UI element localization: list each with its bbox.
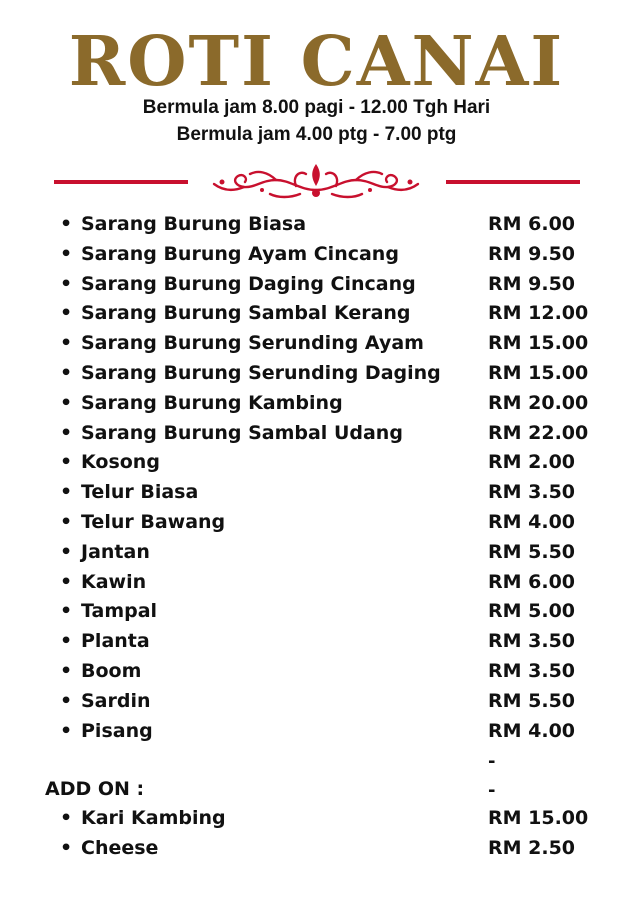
item-price: RM 5.00	[488, 600, 576, 623]
item-price: RM 6.00	[488, 570, 576, 593]
bullet-dot: •	[60, 213, 73, 235]
bullet-dot: •	[60, 659, 73, 682]
item-name: Sarang Burung Serunding Ayam	[81, 332, 424, 355]
menu-item	[0, 657, 633, 687]
bullet-dot: •	[60, 332, 73, 355]
item-price: RM 9.50	[488, 272, 576, 295]
item-price: RM 9.50	[488, 242, 576, 265]
item-name: Tampal	[81, 600, 158, 623]
bullet-dot: •	[60, 481, 73, 504]
menu-item	[0, 389, 633, 419]
item-price: RM 3.50	[488, 481, 576, 504]
bullet-dot: •	[60, 272, 73, 295]
item-price: RM 2.50	[488, 836, 576, 859]
menu-item	[0, 359, 633, 389]
item-name: Sarang Burung Kambing	[81, 391, 343, 414]
item-price: RM 12.00	[488, 302, 589, 325]
menu-item	[0, 834, 633, 864]
bullet-dot: •	[60, 510, 73, 533]
item-price: RM 20.00	[488, 391, 589, 414]
item-name: Sarang Burung Daging Cincang	[81, 272, 416, 295]
bullet-dot: •	[60, 361, 73, 384]
menu-item	[0, 627, 633, 657]
item-price: RM 5.50	[488, 689, 576, 712]
bullet-dot: •	[60, 836, 73, 859]
item-name: Kari Kambing	[81, 807, 226, 829]
bullet-dot: •	[60, 570, 73, 593]
menu-item	[0, 419, 633, 449]
item-name: Telur Biasa	[81, 481, 199, 504]
item-name: Telur Bawang	[81, 510, 226, 533]
item-name: Boom	[81, 659, 142, 682]
menu-item	[0, 270, 633, 300]
bullet-dot: •	[60, 421, 73, 444]
addon-heading: ADD ON :	[45, 778, 145, 800]
menu-item	[0, 568, 633, 598]
item-name: Sarang Burung Ayam Cincang	[81, 242, 399, 265]
bullet-dot: •	[60, 242, 73, 265]
divider-line-left	[54, 180, 188, 184]
hours-morning: Bermula jam 8.00 pagi - 12.00 Tgh Hari	[142, 97, 491, 118]
item-price: RM 15.00	[488, 807, 589, 829]
item-price: RM 5.50	[488, 540, 576, 563]
price-dash: -	[488, 780, 496, 801]
addon-list	[0, 804, 633, 864]
menu-item	[0, 448, 633, 478]
item-name: Jantan	[81, 540, 150, 563]
item-price: RM 3.50	[488, 630, 576, 653]
item-name: Sardin	[81, 689, 151, 712]
item-name: Planta	[81, 630, 150, 653]
menu-item	[0, 687, 633, 717]
item-price: RM 22.00	[488, 421, 589, 444]
bullet-dot: •	[60, 451, 73, 474]
page-title: ROTI CANAI	[68, 22, 565, 102]
item-name: Sarang Burung Sambal Kerang	[81, 302, 411, 325]
menu-item	[0, 329, 633, 359]
item-name: Sarang Burung Sambal Udang	[81, 421, 403, 444]
flourish-center	[220, 164, 413, 197]
menu-item	[0, 597, 633, 627]
bullet-dot: •	[60, 600, 73, 623]
ornamental-divider	[0, 160, 633, 204]
menu-item	[0, 717, 633, 747]
price-dash: -	[488, 751, 496, 772]
bullet-dot: •	[60, 540, 73, 563]
item-price: RM 4.00	[488, 510, 576, 533]
menu-item	[0, 538, 633, 568]
item-name: Kosong	[81, 451, 160, 474]
menu-item	[0, 508, 633, 538]
bullet-dot: •	[60, 391, 73, 414]
item-name: Cheese	[81, 836, 159, 859]
item-price: RM 15.00	[488, 332, 589, 355]
item-price: RM 15.00	[488, 361, 589, 384]
menu-item	[0, 299, 633, 329]
item-price: RM 4.00	[488, 719, 576, 742]
item-price: RM 6.00	[488, 213, 576, 235]
bullet-dot: •	[60, 719, 73, 742]
bullet-dot: •	[60, 807, 73, 829]
item-name: Kawin	[81, 570, 147, 593]
menu-item	[0, 240, 633, 270]
menu-item	[0, 478, 633, 508]
menu-list	[0, 210, 633, 746]
item-name: Sarang Burung Serunding Daging	[81, 361, 441, 384]
divider-line-right	[446, 180, 580, 184]
bullet-dot: •	[60, 630, 73, 653]
bullet-dot: •	[60, 302, 73, 325]
menu-item	[0, 804, 633, 834]
item-price: RM 2.00	[488, 451, 576, 474]
item-name: Sarang Burung Biasa	[81, 213, 307, 235]
menu-item	[0, 210, 633, 240]
bullet-dot: •	[60, 689, 73, 712]
item-price: RM 3.50	[488, 659, 576, 682]
item-name: Pisang	[81, 719, 153, 742]
hours-afternoon: Bermula jam 4.00 ptg - 7.00 ptg	[176, 124, 457, 145]
